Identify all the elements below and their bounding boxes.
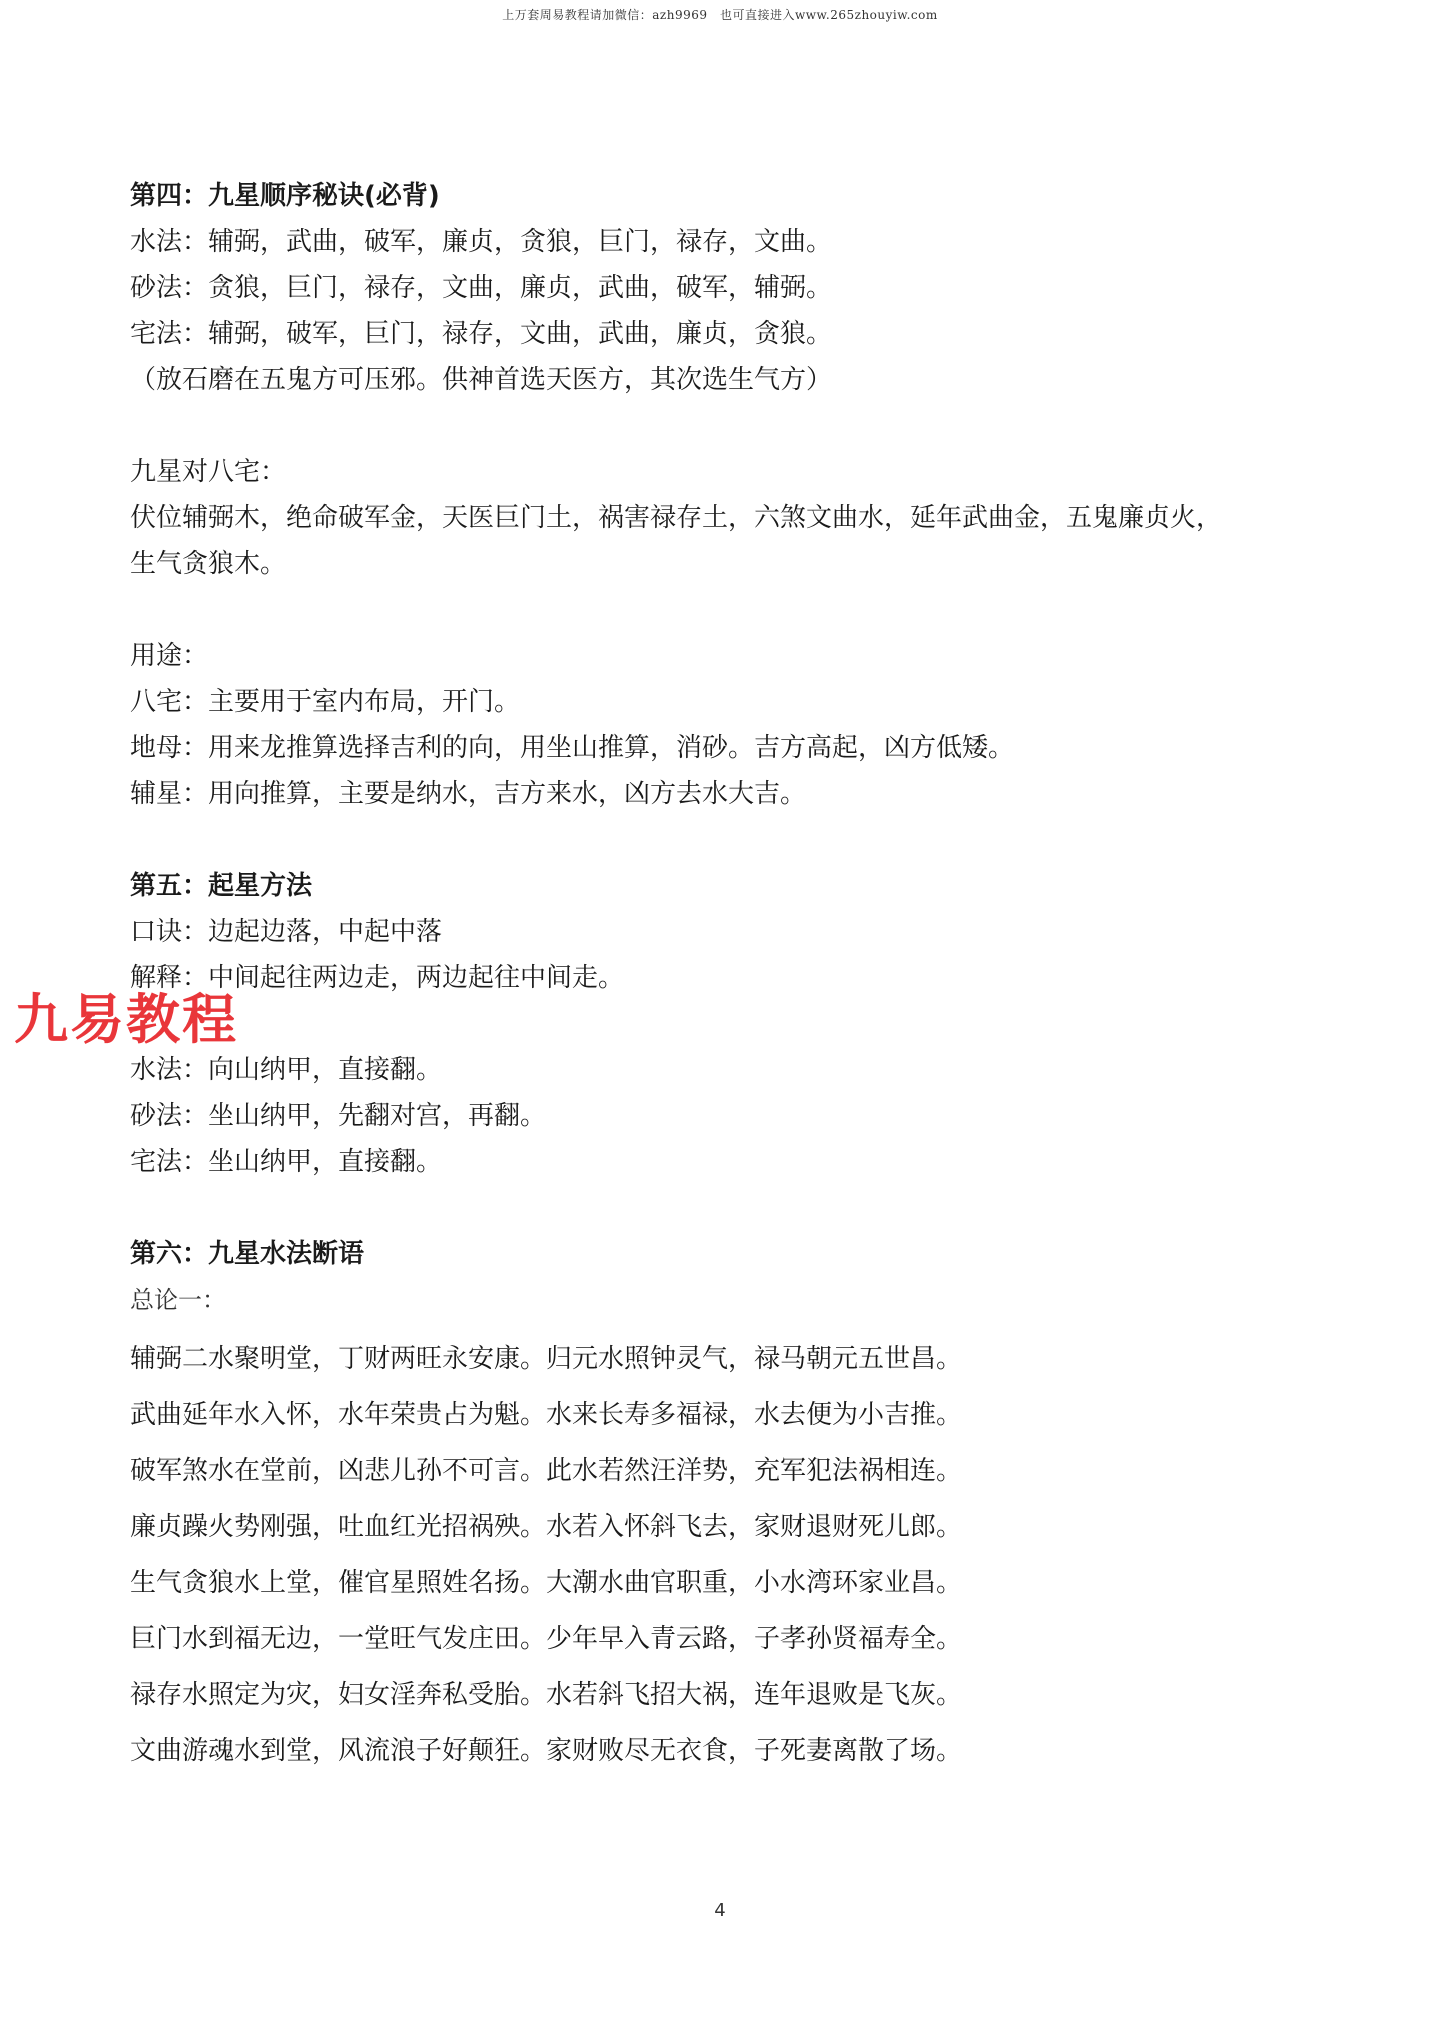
spacer [130, 1185, 1310, 1231]
section4-title: 第四：九星顺序秘诀(必背) [130, 181, 440, 211]
poem-line-wuqu: 武曲延年水入怀，水年荣贵占为魁。水来长寿多福禄，水去便为小吉推。 [130, 1400, 963, 1430]
section5-title: 第五：起星方法 [130, 871, 313, 901]
page-number: 4 [714, 1900, 726, 1921]
spacer [130, 403, 1310, 449]
poem-line-pojun: 破军煞水在堂前，凶悲儿孙不可言。此水若然汪洋势，充军犯法祸相连。 [130, 1456, 963, 1486]
spacer [130, 817, 1310, 863]
spacer [130, 1323, 1310, 1331]
watermark-logo: 九易教程 [14, 988, 238, 1051]
section6-title: 第六：九星水法断语 [130, 1239, 365, 1269]
document-body [130, 173, 1310, 1779]
poem-line-tanlang: 生气贪狼水上堂，催官星照姓名扬。大潮水曲官职重，小水湾环家业昌。 [130, 1568, 963, 1598]
section5-mnemonic: 口诀：边起边落，中起中落 [130, 917, 443, 947]
spacer [130, 587, 1310, 633]
section4-line-sand: 砂法：贪狼，巨门，禄存，文曲，廉贞，武曲，破军，辅弼。 [130, 273, 833, 303]
header-note: 上万套周易教程请加微信：azh9969 也可直接进入www.265zhouyiw.com [502, 8, 938, 22]
bazhai-line-2: 生气贪狼木。 [130, 549, 287, 579]
section4-note: （放石磨在五鬼方可压邪。供神首选天医方，其次选生气方） [130, 365, 833, 395]
section6-sub-label: 总论一： [130, 1286, 226, 1314]
poem-line-fubi: 辅弼二水聚明堂，丁财两旺永安康。归元水照钟灵气，禄马朝元五世昌。 [130, 1344, 963, 1374]
poem-line-lianzhen: 廉贞躁火势刚强，吐血红光招祸殃。水若入怀斜飞去，家财退财死儿郎。 [130, 1512, 963, 1542]
poem-line-lucun: 禄存水照定为灾，妇女淫奔私受胎。水若斜飞招大祸，连年退败是飞灰。 [130, 1680, 963, 1710]
usage-label: 用途： [130, 641, 209, 671]
section5-method-sand: 砂法：坐山纳甲，先翻对宫，再翻。 [130, 1101, 547, 1131]
usage-line-fuxing: 辅星：用向推算，主要是纳水，吉方来水，凶方去水大吉。 [130, 779, 807, 809]
spacer [130, 1001, 1310, 1047]
usage-line-dimu: 地母：用来龙推算选择吉利的向，用坐山推算，消砂。吉方高起，凶方低矮。 [130, 733, 1015, 763]
section5-method-house: 宅法：坐山纳甲，直接翻。 [130, 1147, 443, 1177]
bazhai-label: 九星对八宅： [130, 457, 287, 487]
usage-line-bazhai: 八宅：主要用于室内布局，开门。 [130, 687, 521, 717]
section4-line-house: 宅法：辅弼，破军，巨门，禄存，文曲，武曲，廉贞，贪狼。 [130, 319, 833, 349]
poem-line-wenqu: 文曲游魂水到堂，风流浪子好颠狂。家财败尽无衣食，子死妻离散了场。 [130, 1736, 963, 1766]
section5-explanation: 解释：中间起往两边走，两边起往中间走。 [130, 963, 625, 993]
bazhai-line-1: 伏位辅弼木，绝命破军金，天医巨门土，祸害禄存土，六煞文曲水，延年武曲金，五鬼廉贞火， [130, 503, 1223, 533]
poem-line-jumen: 巨门水到福无边，一堂旺气发庄田。少年早入青云路，子孝孙贤福寿全。 [130, 1624, 963, 1654]
section4-line-water: 水法：辅弼，武曲，破军，廉贞，贪狼，巨门，禄存，文曲。 [130, 227, 833, 257]
section5-method-water: 水法：向山纳甲，直接翻。 [130, 1055, 443, 1085]
